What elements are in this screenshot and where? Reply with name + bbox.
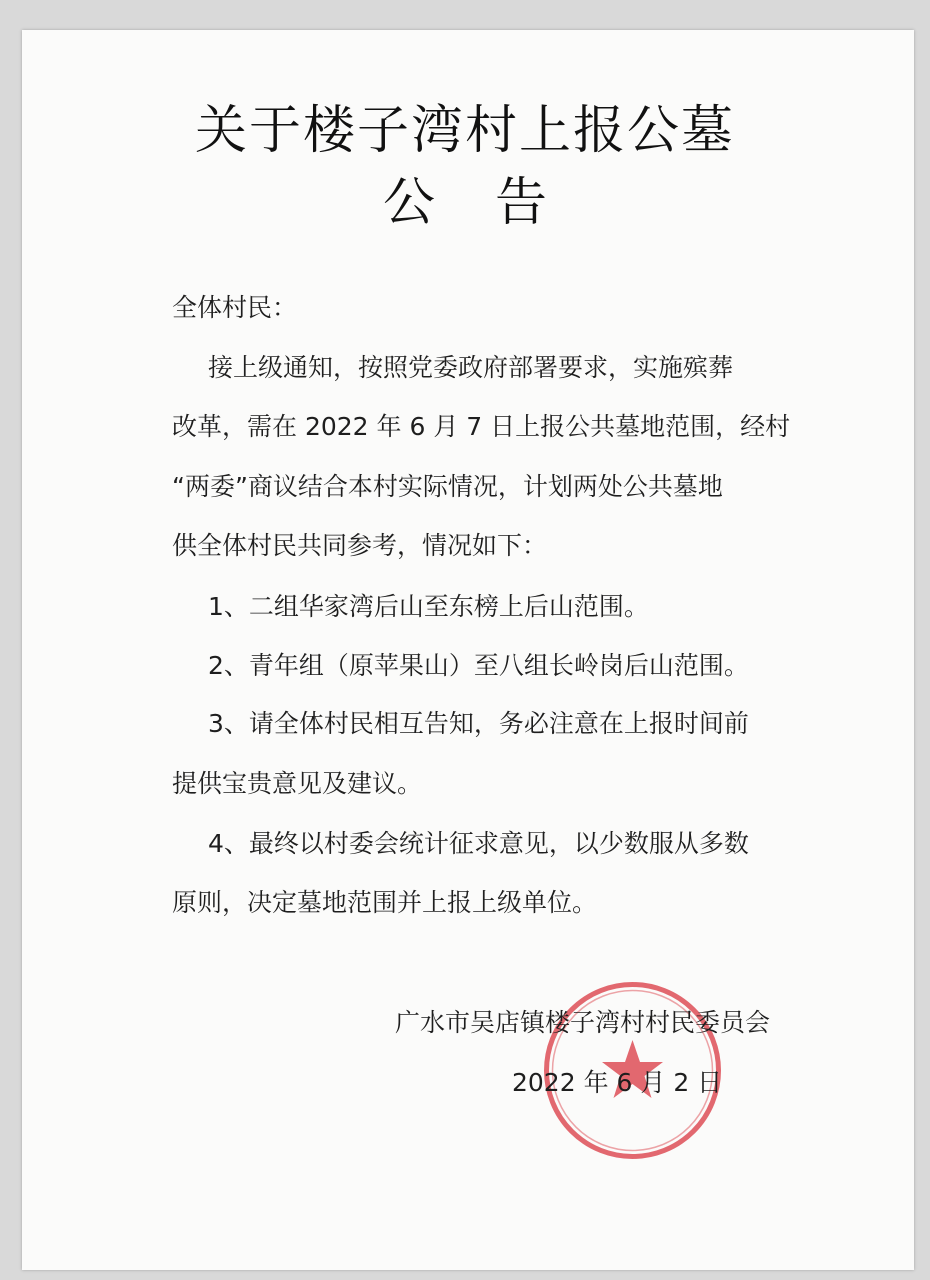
salutation: 全体村民： xyxy=(172,293,298,322)
item-1: 1、二组华家湾后山至东榜上后山范围。 xyxy=(208,592,649,621)
body-line-1: 接上级通知，按照党委政府部署要求，实施殡葬 xyxy=(208,353,734,382)
item-4-line-1: 4、最终以村委会统计征求意见，以少数服从多数 xyxy=(208,829,749,858)
notice-title: 关于楼子湾村上报公墓 xyxy=(194,101,735,161)
item-3-line-1: 3、请全体村民相互告知，务必注意在上报时间前 xyxy=(208,709,749,738)
signature-date: 2022 年 6 月 2 日 xyxy=(512,1068,723,1097)
item-4-line-2: 原则，决定墓地范围并上报上级单位。 xyxy=(172,888,598,917)
notice-title-subtitle: 公告 xyxy=(382,173,607,233)
body-line-3: “两委”商议结合本村实际情况，计划两处公共墓地 xyxy=(172,472,723,501)
body-line-2: 改革，需在 2022 年 6 月 7 日上报公共墓地范围，经村 xyxy=(172,412,791,441)
signature-organization: 广水市吴店镇楼子湾村村民委员会 xyxy=(395,1008,771,1037)
body-line-4: 供全体村民共同参考，情况如下： xyxy=(172,531,548,560)
item-2: 2、青年组（原苹果山）至八组长岭岗后山范围。 xyxy=(208,651,749,680)
item-3-line-2: 提供宝贵意见及建议。 xyxy=(172,769,423,798)
